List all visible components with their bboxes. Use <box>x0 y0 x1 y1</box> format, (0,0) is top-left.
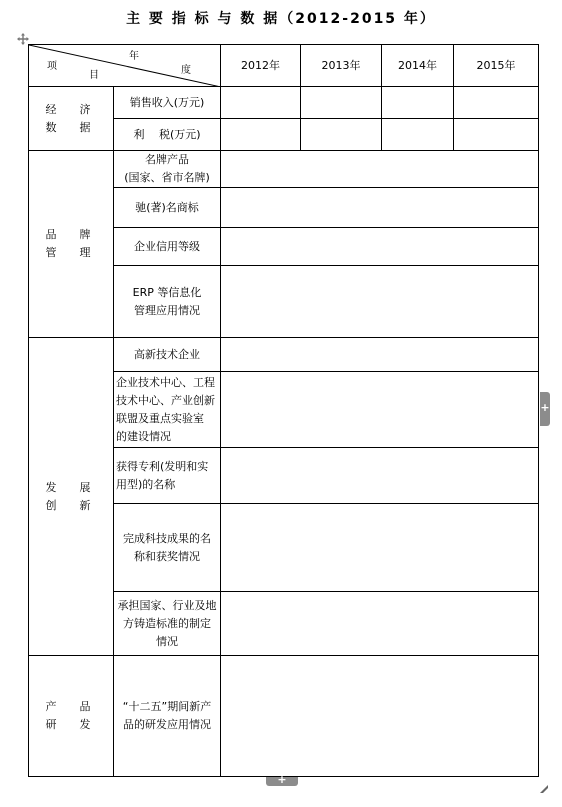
content-cell[interactable] <box>221 338 539 372</box>
data-cell[interactable] <box>221 87 301 119</box>
table-row <box>29 87 539 119</box>
header-year-char: 年 <box>129 51 139 62</box>
category-economic-data: 经 济 数 据 <box>29 87 114 151</box>
content-cell[interactable] <box>221 151 539 188</box>
header-item-char: 项 <box>47 61 57 72</box>
diagonal-line <box>29 45 221 87</box>
category-development-innovation: 发 展 创 新 <box>29 338 114 656</box>
plus-icon: + <box>540 401 550 414</box>
diagonal-header-cell <box>29 45 221 87</box>
item-sales-revenue: 销售收入(万元) <box>114 87 221 119</box>
data-cell[interactable] <box>301 119 382 151</box>
item-profit-tax: 利 税(万元) <box>114 119 221 151</box>
year-header-2012: 2012年 <box>221 45 301 87</box>
item-credit-rating: 企业信用等级 <box>114 228 221 266</box>
item-tech-achievements: 完成科技成果的名 称和获奖情况 <box>114 504 221 592</box>
table-row <box>29 151 539 188</box>
content-cell[interactable] <box>221 372 539 448</box>
data-cell[interactable] <box>454 119 539 151</box>
page-title: 主 要 指 标 与 数 据（2012-2015 年） <box>126 11 436 27</box>
table-row <box>29 338 539 372</box>
content-cell[interactable] <box>221 448 539 504</box>
item-tech-center-construction: 企业技术中心、工程 技术中心、产业创新 联盟及重点实验室 的建设情况 <box>114 372 221 448</box>
year-header-2014: 2014年 <box>382 45 454 87</box>
add-row-button[interactable] <box>266 773 298 786</box>
data-cell[interactable] <box>382 119 454 151</box>
item-patents: 获得专利(发明和实 用型)的名称 <box>114 448 221 504</box>
category-product-rd: 产 品 研 发 <box>29 656 114 777</box>
year-header-2013: 2013年 <box>301 45 382 87</box>
indicator-table <box>28 44 539 777</box>
item-brand-products: 名牌产品 (国家、省市名牌) <box>114 151 221 188</box>
content-cell[interactable] <box>221 188 539 228</box>
header-degree-char: 度 <box>181 65 191 76</box>
item-high-tech-enterprise: 高新技术企业 <box>114 338 221 372</box>
add-column-button[interactable] <box>540 392 550 426</box>
data-cell[interactable] <box>301 87 382 119</box>
item-erp-informatization: ERP 等信息化 管理应用情况 <box>114 266 221 338</box>
category-brand-management: 品 牌 管 理 <box>29 151 114 338</box>
content-cell[interactable] <box>221 504 539 592</box>
year-header-2015: 2015年 <box>454 45 539 87</box>
content-cell[interactable] <box>221 656 539 777</box>
item-standards-formulation: 承担国家、行业及地 方铸造标准的制定 情况 <box>114 592 221 656</box>
content-cell[interactable] <box>221 228 539 266</box>
header-row <box>29 45 539 87</box>
item-famous-trademark: 驰(著)名商标 <box>114 188 221 228</box>
table-row <box>29 656 539 777</box>
data-cell[interactable] <box>382 87 454 119</box>
content-cell[interactable] <box>221 266 539 338</box>
header-eye-char: 目 <box>89 70 99 81</box>
data-cell[interactable] <box>454 87 539 119</box>
plus-icon: + <box>277 773 287 786</box>
data-cell[interactable] <box>221 119 301 151</box>
item-new-product-rd: “十二五”期间新产 品的研发应用情况 <box>114 656 221 777</box>
content-cell[interactable] <box>221 592 539 656</box>
resize-corner-icon[interactable] <box>540 778 548 786</box>
